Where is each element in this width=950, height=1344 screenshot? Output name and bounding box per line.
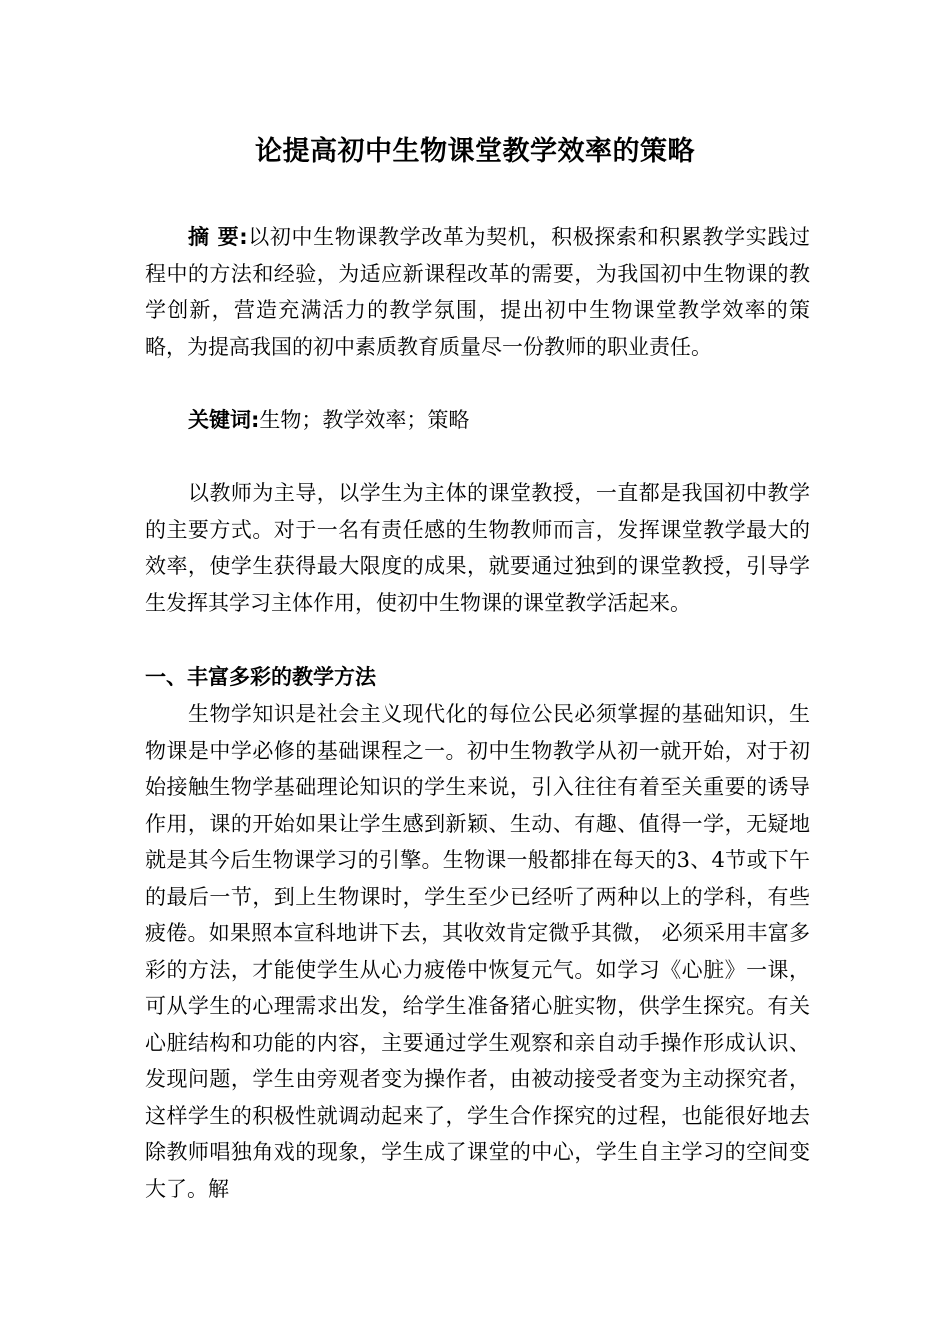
keywords-line [145,402,810,439]
section-paragraph: 生物学知识是社会主义现代化的每位公民必须掌握的基础知识，生物课是中学必修的基础课程之一。初中生物教学从初一就开始，对于初始接触生物学基础理论知识的学生来说，引入往往有着至关重要的诱导作用，课的开始如果让学生感到新颖、生动、有趣、值得一学，无疑地就是其今后生物课学习的引擎。生物课一般都排在每天的3、4节或下午的最后一节，到上生物课时，学生至少已经听了两种以上的学科，有些疲倦。如果照本宣科地讲下去，其收效肯定微乎其微， 必须采用丰富多彩的方法，才能使学生从心力疲倦中恢复元气。如学习《心脏》一课，可从学生的心理需求出发，给学生准备猪心脏实物，供学生探究。有关心脏结构和功能的内容，主要通过学生观察和亲自动手操作形成认识、发现问题，学生由旁观者变为操作者，由被动接受者变为主动探究者，这样学生的积极性就调动起来了，学生合作探究的过程，也能很好地去除教师唱独角戏的现象，学生成了课堂的中心，学生自主学习的空间变大了。解 [145,702,810,1201]
document-title: 论提高初中生物课堂教学效率的策略 [255,136,695,167]
keywords-label: 关键词: [188,408,260,432]
abstract-label: 摘 要: [188,225,248,249]
intro-paragraph: 以教师为主导，以学生为主体的课堂教授，一直都是我国初中教学的主要方式。对于一名有责任感的生物教师而言，发挥课堂教学最大的效率，使学生获得最大限度的成果，就要通过独到的课堂教授，引导学生发挥其学习主体作用，使初中生物课的课堂教学活起来。 [145,481,810,615]
abstract-text: 以初中生物课教学改革为契机，积极探索和积累教学实践过程中的方法和经验，为适应新课程改革的需要，为我国初中生物课的教学创新，营造充满活力的教学氛围，提出初中生物课堂教学效率的策略，为提高我国的初中素质教育质量尽一份教师的职业责任。 [145,225,810,359]
keywords-text: 生物；教学效率；策略 [259,408,470,432]
section-heading: 一、丰富多彩的教学方法 [145,665,376,689]
abstract-paragraph [145,219,810,365]
